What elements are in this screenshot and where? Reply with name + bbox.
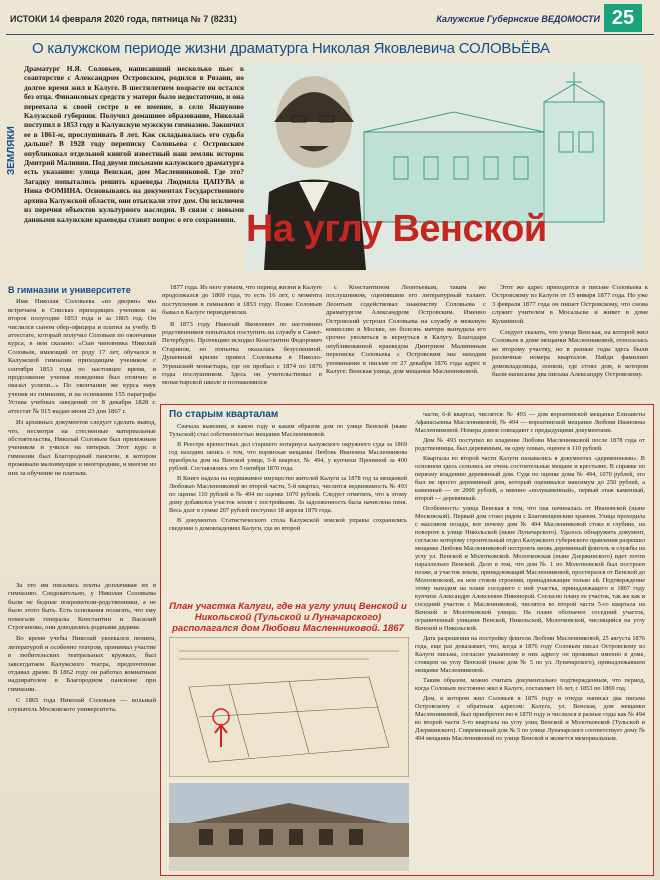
paragraph: С 1865 года Николай Соловьев — вольный слушатель Московского университета. [8, 697, 156, 713]
column-4 [492, 284, 648, 382]
paragraph: В Реестре крепостных дел старшего нотариуса калужского окружного суда за 1869 год находим запись о том, что ворянская мещанка Любовь Ивановна Масленникова приобрела дом на Венской улице, 5-й квартал, № 494, у купчихи Прониной за 400 рублей. Составлялись это 5 октября 1870 года. [169, 441, 407, 472]
paragraph: части, 6-й квартал, числятся: № 493 — дом вороатинской мещанки Елизаветы Афанасьевны Масленниковой; № 494 — вороатинской мещанки Любови Ивановны Масленниковой. Номера домов совпадают с предыдущими документами. [415, 411, 645, 434]
lead-paragraph: Драматург Н.Я. Соловьев, написавший несколько пьес в соавторстве с Александром Островским, родился в Рязани, но долгое время жил в Калуге. В шестилетнем возрасте он остался без отца. Финансовых средств у матери было недостаточно, и она переехала к своей сестре в ее имение, в село Якшуново Калужской губернии. Получил домашнее образование, Николай поступил в 1853 году в Калужскую мужскую гимназию. Закончил ее в 1861-м, прослушивать 8 лет. Как складывалась его судьба дальше? В 1928 году переписку Соловьева с Островским опубликовал отдельной книгой известный наш земляк историк Дмитрий Малинин. Под двумя письмами калужского драматурга есть указание: улица Венская, дом Масленниковой. Где это? Загадку попытались решить краеведы Людмила ЦАПУВА и Нина ФОМИНА. Основываясь на документах Государственного архива Калужской области, они отыскали этот дом. Он исключен из перечня объектов культурного наследия. В связи с новыми данными калужские краеведы ставят вопрос о его сохранении. [24, 64, 244, 224]
paragraph: Сначала выясним, в каком году и каким образом дом по улице Венской (ныве Тульской) стал собственностью мещанки Масленниковой. [169, 423, 407, 438]
paragraph: 1877 года. Из него узнаем, что период жизни в Калуге продолжался до 1869 года, то есть 16 лет, с момента поступления в гимназию в 1853 году. Позже Соловьев бывал в Калуге периодически. [162, 284, 322, 317]
issue-info: ИСТОКИ 14 февраля 2020 года, пятница № 7 (8231) [10, 14, 237, 24]
paragraph: с Константином Леонтьевым, таким же послушником, оценившим его литературный талант. Леонтьев содействовал знакомству Соловьева с драматургом Александром Островским. Именно Островский устроил Соловьева на службу в межевую комиссию в Москве, но болезнь матери вынудила его срочно уволиться и вернуться в Калугу. Благодаря опубликованной краеведом Дмитрием Малининым переписке Соловьева с Островским мы находим упоминание в письме от 27 декабря 1876 года адрес в Калуге: Венская улица, дом мещанки Масленниковой. [326, 284, 486, 376]
archive-plan-image [169, 637, 409, 777]
paragraph: Имя Николая Соловьева «из дворян» мы встречаем в Списках приходящих учеников за второе полугодие 1853 года и за 1865 год. Он числился сыном обер-офицера и платил за учебу. В аттестате, который получил Соловьев по окончании курса, в нем сказано: «Сын чиновника Николай Соловьев, имеющий от роду 17 лет, обучался в Калужской гимназии приходящим учеником с сентября 1853 года по настоящее время, и продолжение учения поведения был отлично и оказал успехи...» По окончании же курса наук учения из гимназии, и на основании 155 параграфа Устава учебных заведений от 8 декабря 1828 г. аттестат № 915 выдан июня 23 дня 1867 г. [8, 298, 156, 415]
column-2 [162, 284, 322, 391]
rubric-label: ЗЕМЛЯКИ [6, 126, 17, 176]
headline: О калужском периоде жизни драматурга Николая Яковлевича СОЛОВЬЁВА [32, 40, 550, 57]
sidebar-box [160, 404, 654, 876]
column-1-continued [8, 582, 156, 717]
plan-caption: План участка Калуги, где на углу улиц Венской и Никольской (Тульской и Луначарского) располагался дом Любови Масленниковой. 1867 [169, 601, 407, 634]
masthead [6, 4, 654, 35]
paragraph: В документах Статистического стола Калужской земской управы сохранились сведения о домовладениях Калуги, где во второй [169, 517, 407, 532]
box-column-right [415, 411, 645, 745]
house-photo [169, 783, 409, 871]
paragraph: За это им писались платы доплачивая их в гимназию. Следовательно, у Николая Соловьева были не бедные покровители-родственники, а не было этого быть. Есть основания полагать, что ему помогали генералы Константин и Василий Строгановы, они доводились родными дядями. [8, 582, 156, 632]
box-title: По старым кварталам [169, 409, 279, 420]
paragraph: Особенность: улица Венская в том, что она начиналась от Ивановской (ныне Московской). Первый дом стоял рядом с Благовещенским храмом. Улица проходила с массивом позади, вот почему дом № 494 Масленниковой стоял в глубине, на повороте к улице Никольской (ныне Луначарского). Удалось обнаружить документ, согласно которому строительный отдел Калужского губернского правления разрешил мещанке Любови Масленниковой построить вновь деревянный флигель и службы на углу ул. Венской и Молотковской. Молотковская (ныне Дзержинского) идет почти параллельно Венской. Дело в том, что дом № 1 по Молотковской был построен позже, и участок земли, принадлежащий Масленниковой, простирался от Венской до Молотковской, на нем стояли строения, принадлежащие только ей. Подтверждение этому находим на плане соседнего с ней участка, принадлежащего в 1867 году купчихе Александре Алексеевне Никонорой. Согласно плану ее участок, так же как и соседний участок с Масленниковой, числятся во второй части 5-го квартала на Венской и Молотковской улицах. На плане обозначен соседний участок, ограниченный улицами Венской, Никольской, Молотковской, числящийся на углу Венской и Никольской. [415, 505, 645, 632]
paragraph: Дом, в котором жил Соловьев в 1876 году и откуда написал два письма Островскому с обратным адресом: Калуга, ул. Венская, дом мещанки Масленниковой, был приобретен ею в 1870 году и числился в разные годы как № 494 во второй части 5-го квартала на углу улиц Венской и Молотковской (Тульской и Дзержинского). Современный дом № 5 по улице Луначарского соответствует дому № 494 мещанки Масленниковой по улице Венской и является мемориальным. [415, 695, 645, 742]
paragraph: В 1873 году Николай Яковлевич по настоянию родственников попытался поступить на службу в Санкт-Петербурге. Протекцию исходил Константин Федорович Старинов, но попытка оказалась безуспешной. Душевный кризис привел Соловьева в Николо-Угрешский монастырь, где он пробыл с 1874 по 1876 годы послушником. Здесь он учительствовал в монастырской школе и познакомился [162, 320, 322, 387]
newspaper-title: Калужские Губернские ВЕДОМОСТИ [436, 14, 600, 24]
paragraph: Таким образом, можно считать документально подтвержденным, что период, когда Соловьев постоянно жил в Калуге, составляет 16 лет, с 1853 по 1869 год. [415, 677, 645, 692]
big-title: На углу Венской [246, 208, 547, 250]
paragraph: Дата разрешения на постройку флигеля Любови Масленниковой, 25 августа 1876 года, еще раз доказывает, что, когда в 1876 году Соловьев писал Островскому из Калуги письма, согласно указанному в них адресу он проживал именно в доме, стоящем на углу Венской (ныне дом № 5 по ул. Луначарского), принадлежавшем мещанке Масленниковой. [415, 635, 645, 674]
paragraph: В Книге надела на недвижимое имущество жителей Калуги за 1878 год за мещанкой Любовью Масленниковой во второй части, 5-й квартал, числится недвижимость № 493 по оценке 110 рублей и № 494 по оценке 1070 рублей. Следует отметить, что к этому дому добавился участок земли с постройками. За задолженность была начислена пеня. Весь долг в сумме 207 рублей поступил 18 апреля 1879 года. [169, 475, 407, 514]
paragraph: Во время учебы Николай увлекался пением, литературой и особенно театром, принимал участие в любительских театральных кружках, был завсегдатаем Калужского театра, предпочтение отдавал драме. В 1862 году он работал комнатным надзирателем в Благородном пансионе при гимназии. [8, 635, 156, 693]
section-title-gymnasium: В гимназии и университете [8, 285, 131, 295]
column-1 [8, 286, 156, 481]
page-number: 25 [604, 4, 642, 32]
paragraph: Дом № 493 поступил во владение Любови Масленниковой после 1878 года от родственницы, был деревянным, на одну семью, оценен в 110 рублей. [415, 437, 645, 452]
box-column-left [169, 423, 407, 535]
column-3 [326, 284, 486, 379]
paragraph: Этот же адрес приходится в письме Соловьева к Островскому из Калуги от 15 января 1877 года. Но уже 3 февраля 1877 года он пишет Островскому, что снова служит учителем в Мосальске и живет в доме Кулининой. [492, 284, 648, 325]
paragraph: Из архивных документов следует сделать вывод, что, несмотря на стесненные материальные обстоятельства, Николай Соловьев был прилежным учеником и учился на пятерки. Этот курс в гимназии был Благородный пансион, в котором проживали малоимущие и иногородние, и многие из них за обучение не платили. [8, 419, 156, 477]
paragraph: Следует сказать, что улица Венская, на которой жил Соловьев в доме мещанки Масленниковой, относилась ко второму участку, но в разные годы здесь были различные номера кварталов. Найди фамилию домовладелицы, поняли, где стоял дом, в котором были написаны два письма Александру Островскому. [492, 329, 648, 379]
paragraph: Кварталы во второй части Калуги назывались в документах «деревенными». В основном здесь селились не очень состоятельные мещане и крестьяне. В справке по первому владению деревянный дом. Судя по оценке дома № 494, 1070 рублей, это был не просто деревянный дом, который оценивался максимум до 250 рублей, а каменный — от 2000 рублей, а именно «полукаменный», первый этаж каменный, второй — деревянный. [415, 455, 645, 502]
